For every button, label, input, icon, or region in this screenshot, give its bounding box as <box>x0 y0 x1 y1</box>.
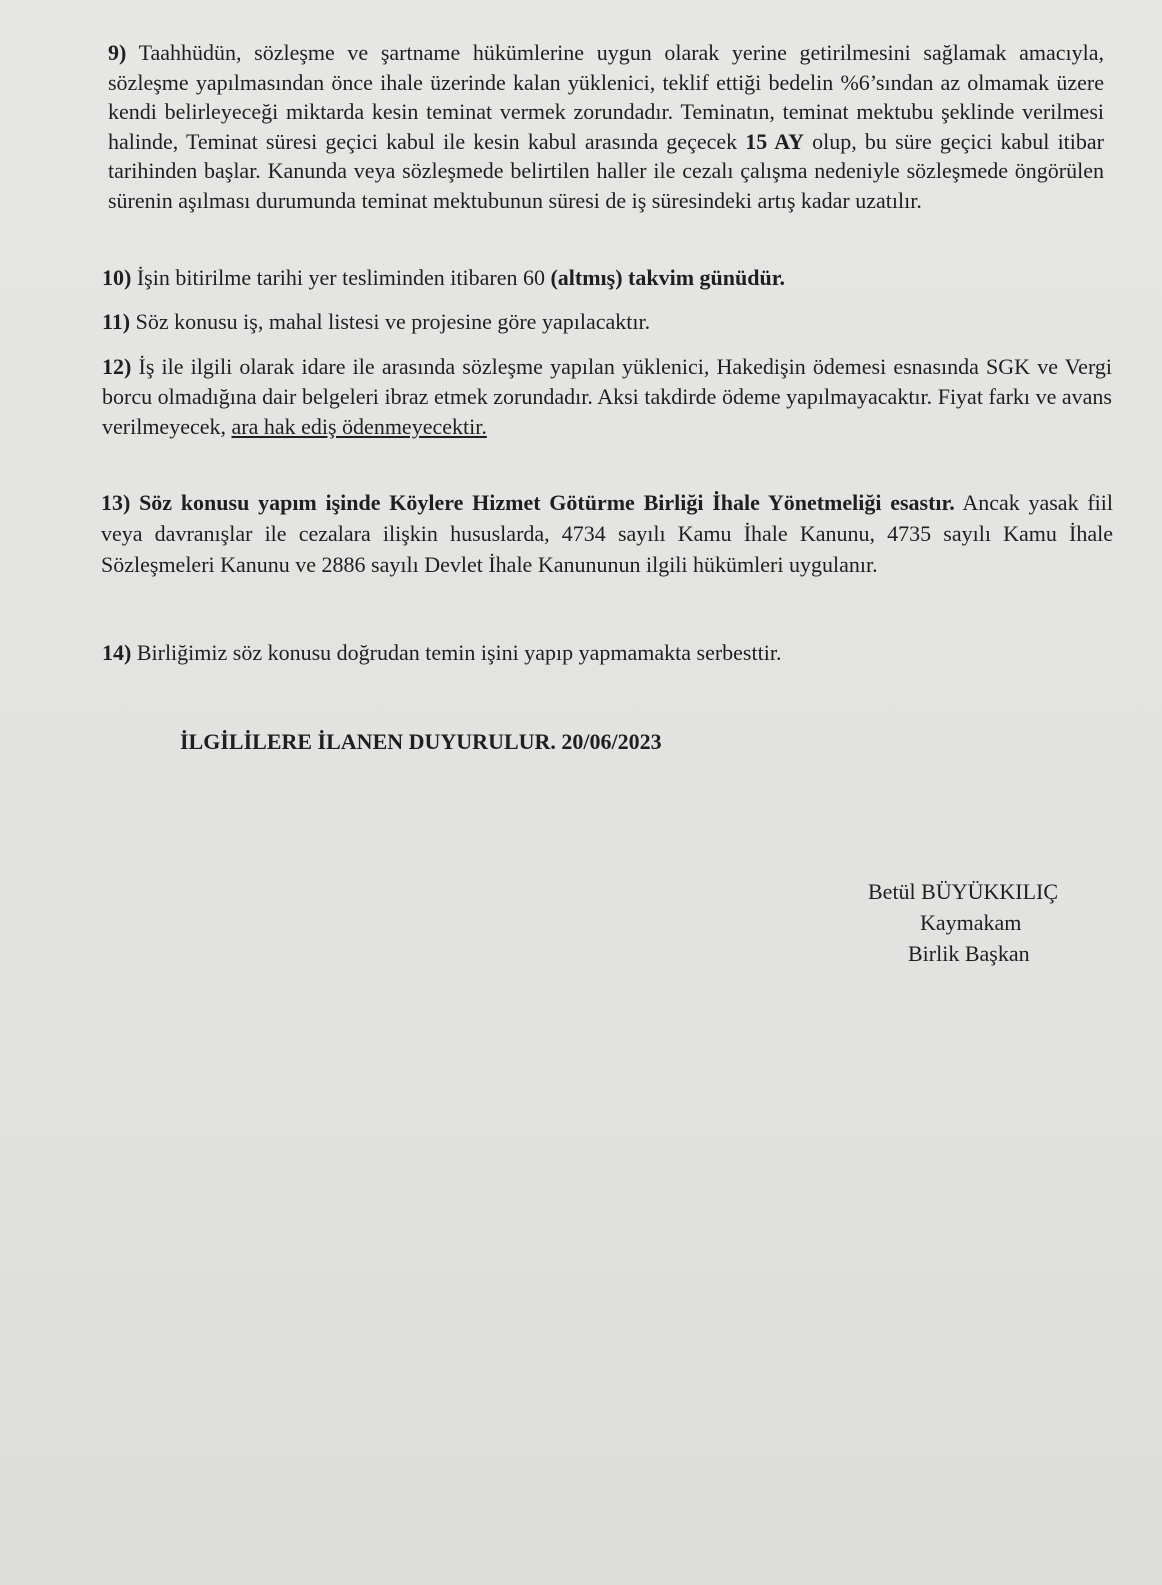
signatory-role: Birlik Başkan <box>908 941 1030 966</box>
clause-text: Ancak yasak fiil veya davranışlar ile cezalara ilişkin hususlarda, 4734 sayılı Kamu İhale Kanunu, 4735 sayılı Kamu İhale Sözleşmeleri Kanunu ve 2886 sayılı Devlet İhale Kanununun ilgili hükümleri uygulanır. <box>101 490 1113 577</box>
clause-number: 10) <box>102 265 132 290</box>
clause-12 <box>102 352 1112 442</box>
clause-text: (altmış) takvim günüdür. <box>550 265 785 290</box>
clause-text: Söz konusu iş, mahal listesi ve projesine göre yapılacaktır. <box>130 309 651 334</box>
clause-number: 11) <box>102 309 131 334</box>
clause-text: İş ile ilgili olarak idare ile arasında sözleşme yapılan yüklenici, Hakedişin ödemesi esnasında SGK ve Vergi borcu olmadığına dair belgeleri ibraz etmek zorundadır. Aksi takdirde ödeme yapılmayacaktır. Fiyat farkı ve avans verilmeyecek, <box>102 354 1112 439</box>
clause-text: olup, bu süre geçici kabul itibar tarihinden başlar. Kanunda veya sözleşmede belirtilen haller ile cezalı çalışma nedeniyle sözleşmede öngörülen sürenin aşılması durumunda teminat mektubunun süresi de iş süresindeki artış kadar uzatılır. <box>108 128 1104 213</box>
clause-number: 9) <box>108 40 127 65</box>
clause-text: ara hak ediş ödenmeyecektir. <box>231 414 487 439</box>
clause-10 <box>102 263 1112 293</box>
signatory-name: Betül BÜYÜKKILIÇ <box>868 879 1059 904</box>
clause-number: 13) <box>101 490 131 515</box>
clause-text: Birliğimiz söz konusu doğrudan temin işini yapıp yapmamakta serbesttir. <box>131 640 782 665</box>
clause-9 <box>108 38 1104 215</box>
clause-text: İşin bitirilme tarihi yer tesliminden itibaren 60 <box>131 265 551 290</box>
announcement: İLGİLİLERE İLANEN DUYURULUR. 20/06/2023 <box>180 729 662 754</box>
signatory-title: Kaymakam <box>920 910 1022 935</box>
clause-text: 15 AY <box>745 128 804 154</box>
clause-11 <box>102 307 1112 337</box>
clause-14 <box>102 638 1112 668</box>
clause-number: 12) <box>102 354 132 379</box>
clause-13 <box>101 487 1113 580</box>
clause-text: Taahhüdün, sözleşme ve şartname hükümlerine uygun olarak yerine getirilmesini sağlamak amacıyla, sözleşme yapılmasından önce ihale üzerinde kalan yüklenici, teklif ettiği bedelin %6’sından az olmamak üzere kendi belirleyeceği miktarda kesin teminat vermek zorundadır. Teminatın, teminat mektubu şeklinde verilmesi halinde, Teminat süresi geçici kabul ile kesin kabul arasında geçecek <box>108 40 1104 154</box>
clause-text: Söz konusu yapım işinde Köylere Hizmet Götürme Birliği İhale Yönetmeliği esastır. <box>130 490 955 515</box>
clause-number: 14) <box>102 640 132 665</box>
